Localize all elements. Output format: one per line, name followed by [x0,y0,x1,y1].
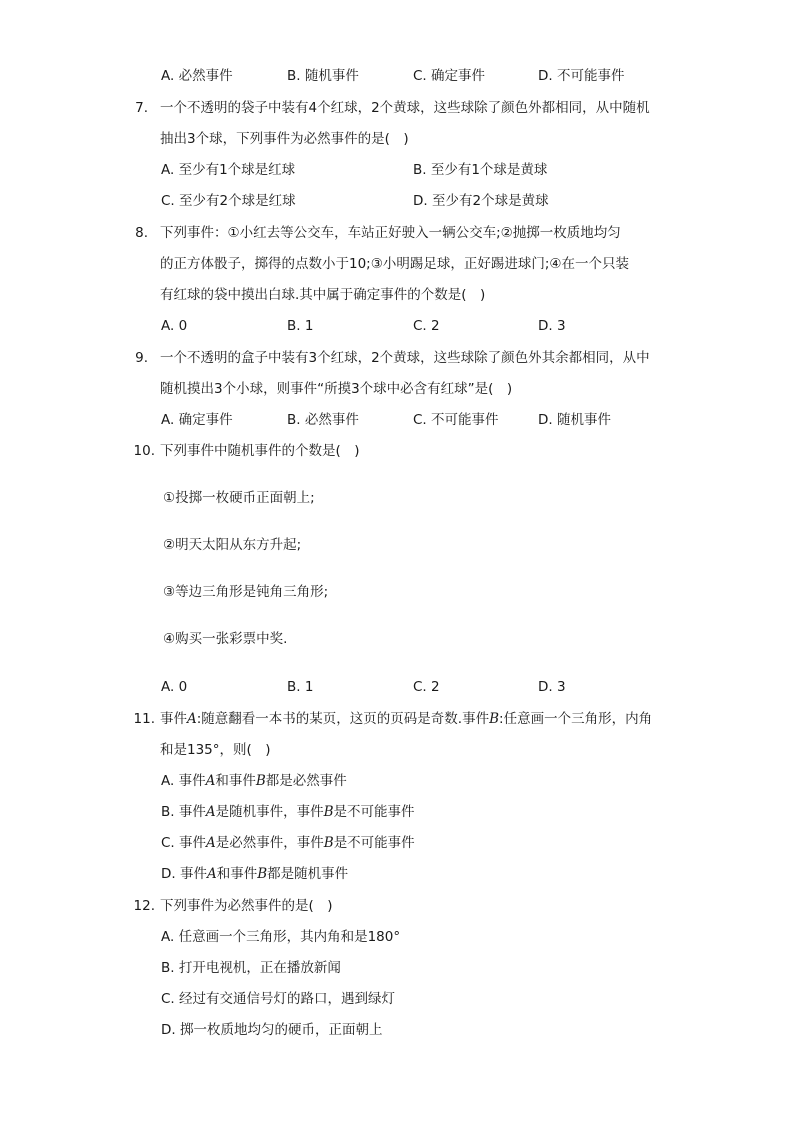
q9-stem-line-2: 随机摸出3个小球，则事件“所摸3个球中必含有红球”是( ) [160,381,513,397]
q11-number: 11. [133,711,155,727]
q6-option-b: B. 随机事件 [287,68,359,84]
q11-option-text: 是不可能事件 [333,804,415,820]
q10-statement-2: ②明天太阳从东方升起; [163,537,302,553]
q7-number: 7. [135,100,148,116]
q10-option-b: B. 1 [287,679,314,695]
q10-option-a: A. 0 [161,679,188,695]
q11-option-text: 是必然事件，事件 [215,835,324,851]
q10-number: 10. [133,443,155,459]
q12-option-d: D. 掷一枚质地均匀的硬币，正面朝上 [161,1022,383,1038]
q8-number: 8. [135,225,148,241]
q11-var-a: A [206,835,216,851]
q11-option-text: C. 事件 [161,835,207,851]
q11-option-a [161,772,347,790]
q12-option-c: C. 经过有交通信号灯的路口，遇到绿灯 [161,991,396,1007]
q11-option-text: 是不可能事件 [333,835,415,851]
q10-option-d: D. 3 [538,679,566,695]
q10-stem: 下列事件中随机事件的个数是( ) [160,443,360,459]
q12-option-a: A. 任意画一个三角形，其内角和是180° [161,929,401,945]
q11-var-b: B [323,835,334,851]
q6-option-c: C. 确定事件 [413,68,486,84]
q12-stem: 下列事件为必然事件的是( ) [160,898,333,914]
q12-number: 12. [133,898,155,914]
q8-option-a: A. 0 [161,318,188,334]
q11-stem-line-2: 和是135°，则( ) [160,742,271,758]
q12-option-b: B. 打开电视机，正在播放新闻 [161,960,341,976]
q9-option-c: C. 不可能事件 [413,412,499,428]
q8-option-d: D. 3 [538,318,566,334]
q6-option-a: A. 必然事件 [161,68,233,84]
q7-option-b: B. 至少有1个球是黄球 [413,162,548,178]
q7-option-a: A. 至少有1个球是红球 [161,162,296,178]
q11-text-part: 事件 [160,711,187,727]
q11-option-c [161,834,415,852]
q11-option-text: A. 事件 [161,773,206,789]
q11-stem-line-1 [160,710,652,728]
q7-option-d: D. 至少有2个球是黄球 [413,193,549,209]
q11-text-part: :任意画一个三角形，内角 [499,711,653,727]
q11-option-text: B. 事件 [161,804,206,820]
q10-option-c: C. 2 [413,679,440,695]
q8-stem-line-2: 的正方体骰子，掷得的点数小于10;③小明踢足球，正好踢进球门;④在一个只装 [160,256,629,272]
q11-var-a: A [187,711,197,727]
q11-option-text: 是随机事件，事件 [215,804,324,820]
q11-var-b: B [323,804,334,820]
q8-option-b: B. 1 [287,318,314,334]
q9-number: 9. [135,350,148,366]
q11-option-text: 都是必然事件 [265,773,347,789]
q10-statement-1: ①投掷一枚硬币正面朝上; [163,490,315,506]
q11-text-part: :随意翻看一本书的某页，这页的页码是奇数.事件 [196,711,490,727]
q8-stem-line-1: 下列事件：①小红去等公交车，车站正好驶入一辆公交车;②抛掷一枚质地均匀 [160,225,621,241]
q9-option-d: D. 随机事件 [538,412,611,428]
q7-stem-line-2: 抽出3个球，下列事件为必然事件的是( ) [160,131,409,147]
q11-var-b: B [255,773,266,789]
q9-option-b: B. 必然事件 [287,412,359,428]
q10-statement-4: ④购买一张彩票中奖. [163,631,288,647]
q6-option-d: D. 不可能事件 [538,68,625,84]
q8-option-c: C. 2 [413,318,440,334]
q11-option-b [161,803,415,821]
q11-option-text: 都是随机事件 [267,866,349,882]
q7-stem-line-1: 一个不透明的袋子中装有4个红球，2个黄球，这些球除了颜色外都相同，从中随机 [160,100,650,116]
q9-option-a: A. 确定事件 [161,412,233,428]
q8-stem-line-3: 有红球的袋中摸出白球.其中属于确定事件的个数是( ) [160,287,486,303]
q9-stem-line-1: 一个不透明的盒子中装有3个红球，2个黄球，这些球除了颜色外其余都相同，从中 [160,350,650,366]
q10-statement-3: ③等边三角形是钝角三角形; [163,584,329,600]
q11-var-b: B [489,711,500,727]
q11-var-a: A [205,804,216,820]
q11-var-a: A [206,866,217,882]
q11-option-d [161,865,348,883]
q11-option-text: 和事件 [215,773,256,789]
q11-var-a: A [205,773,216,789]
q11-option-text: 和事件 [216,866,258,882]
q7-option-c: C. 至少有2个球是红球 [161,193,296,209]
q11-option-text: D. 事件 [161,866,207,882]
q11-var-b: B [257,866,268,882]
